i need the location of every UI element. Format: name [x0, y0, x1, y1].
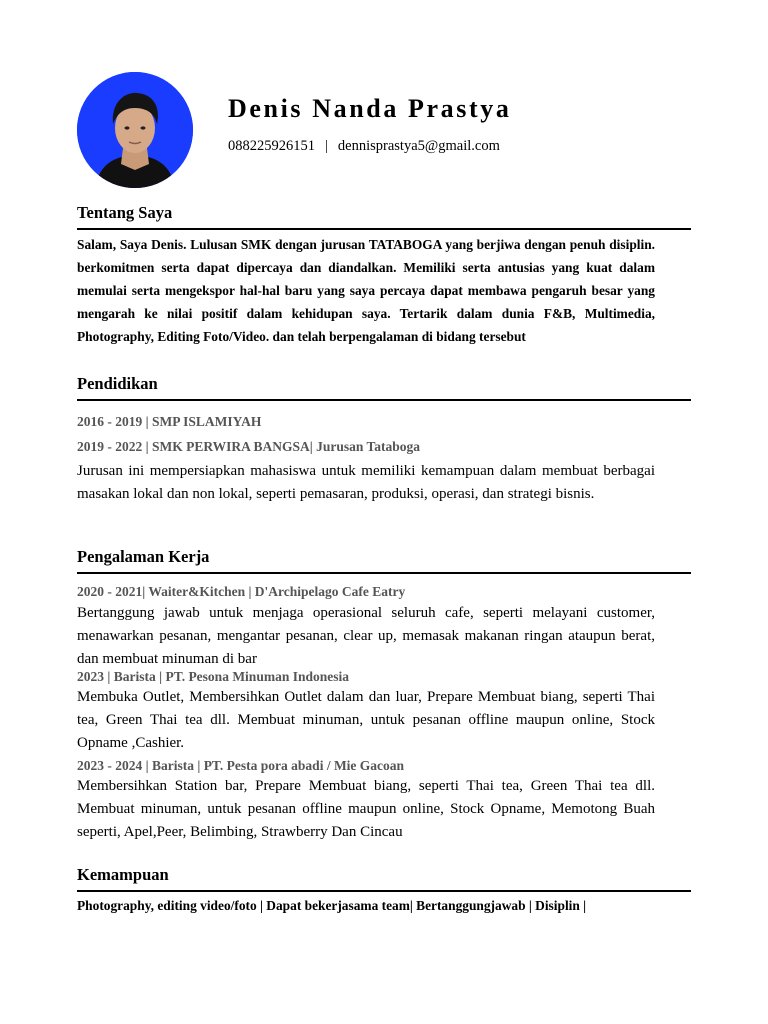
education-entry-heading: 2019 - 2022 | SMK PERWIRA BANGSA| Jurusan Tataboga [77, 439, 421, 454]
contact-separator: | [325, 138, 328, 154]
experience-section-title: Pengalaman Kerja [77, 547, 691, 574]
phone-number: 088225926151 [228, 138, 315, 154]
experience-entry-description: Bertanggung jawab untuk menjaga operasional seluruh cafe, seperti melayani customer, menawarkan pesanan, mengantar pesanan, clear up, memasak makanan ringan ataupun berat, dan membuat minuman di bar [77, 605, 655, 667]
experience-entry-heading: 2023 | Barista | PT. Pesona Minuman Indonesia [77, 669, 349, 684]
education-section-title: Pendidikan [77, 374, 691, 401]
about-section-title: Tentang Saya [77, 203, 691, 230]
candidate-name: Denis Nanda Prastya [228, 94, 512, 123]
contact-line [228, 138, 500, 155]
experience-entry-description: Membuka Outlet, Membersihkan Outlet dalam dan luar, Prepare Membuat biang, seperti Thai tea, Green Thai tea dll. Membuat minuman, untuk pesanan offline maupun online, Stock Opname ,Cashier. [77, 689, 655, 751]
email-address[interactable]: dennisprastya5@gmail.com [337, 138, 500, 154]
experience-entry-heading: 2023 - 2024 | Barista | PT. Pesta pora abadi / Mie Gacoan [77, 758, 405, 773]
education-entry-heading: 2016 - 2019 | SMP ISLAMIYAH [77, 414, 262, 429]
skills-text: Photography, editing video/foto | Dapat bekerjasama team| Bertanggungjawab | Disiplin | [77, 898, 587, 913]
experience-entry-description: Membersihkan Station bar, Prepare Membuat biang, seperti Thai tea, Green Thai tea dll. Membuat minuman, untuk pesanan offline maupun online, Stock Opname, Memotong Buah seperti, Apel,Peer, Belimbing, Strawberry Dan Cincau [77, 778, 655, 840]
profile-photo [77, 72, 193, 188]
person-portrait-icon [77, 72, 193, 188]
about-text: Salam, Saya Denis. Lulusan SMK dengan jurusan TATABOGA yang berjiwa dengan penuh disiplin. berkomitmen serta dapat dipercaya dan diandalkan. Memiliki serta antusias yang kuat dalam memulai serta mengekspor hal-hal baru yang saya percaya dapat membawa pengaruh besar yang mengarah ke nilai positif dalam kehidupan saya. Tertarik dalam dunia F&B, Multimedia, Photography, Editing Foto/Video. dan telah berpengalaman di bidang tersebut [77, 237, 655, 344]
skills-section-title: Kemampuan [77, 865, 691, 892]
experience-entry-heading: 2020 - 2021| Waiter&Kitchen | D'Archipelago Cafe Eatry [77, 584, 406, 599]
education-entry-description: Jurusan ini mempersiapkan mahasiswa untuk memiliki kemampuan dalam membuat berbagai masakan lokal dan non lokal, seperti pemasaran, produksi, operasi, dan strategi bisnis. [77, 463, 655, 502]
